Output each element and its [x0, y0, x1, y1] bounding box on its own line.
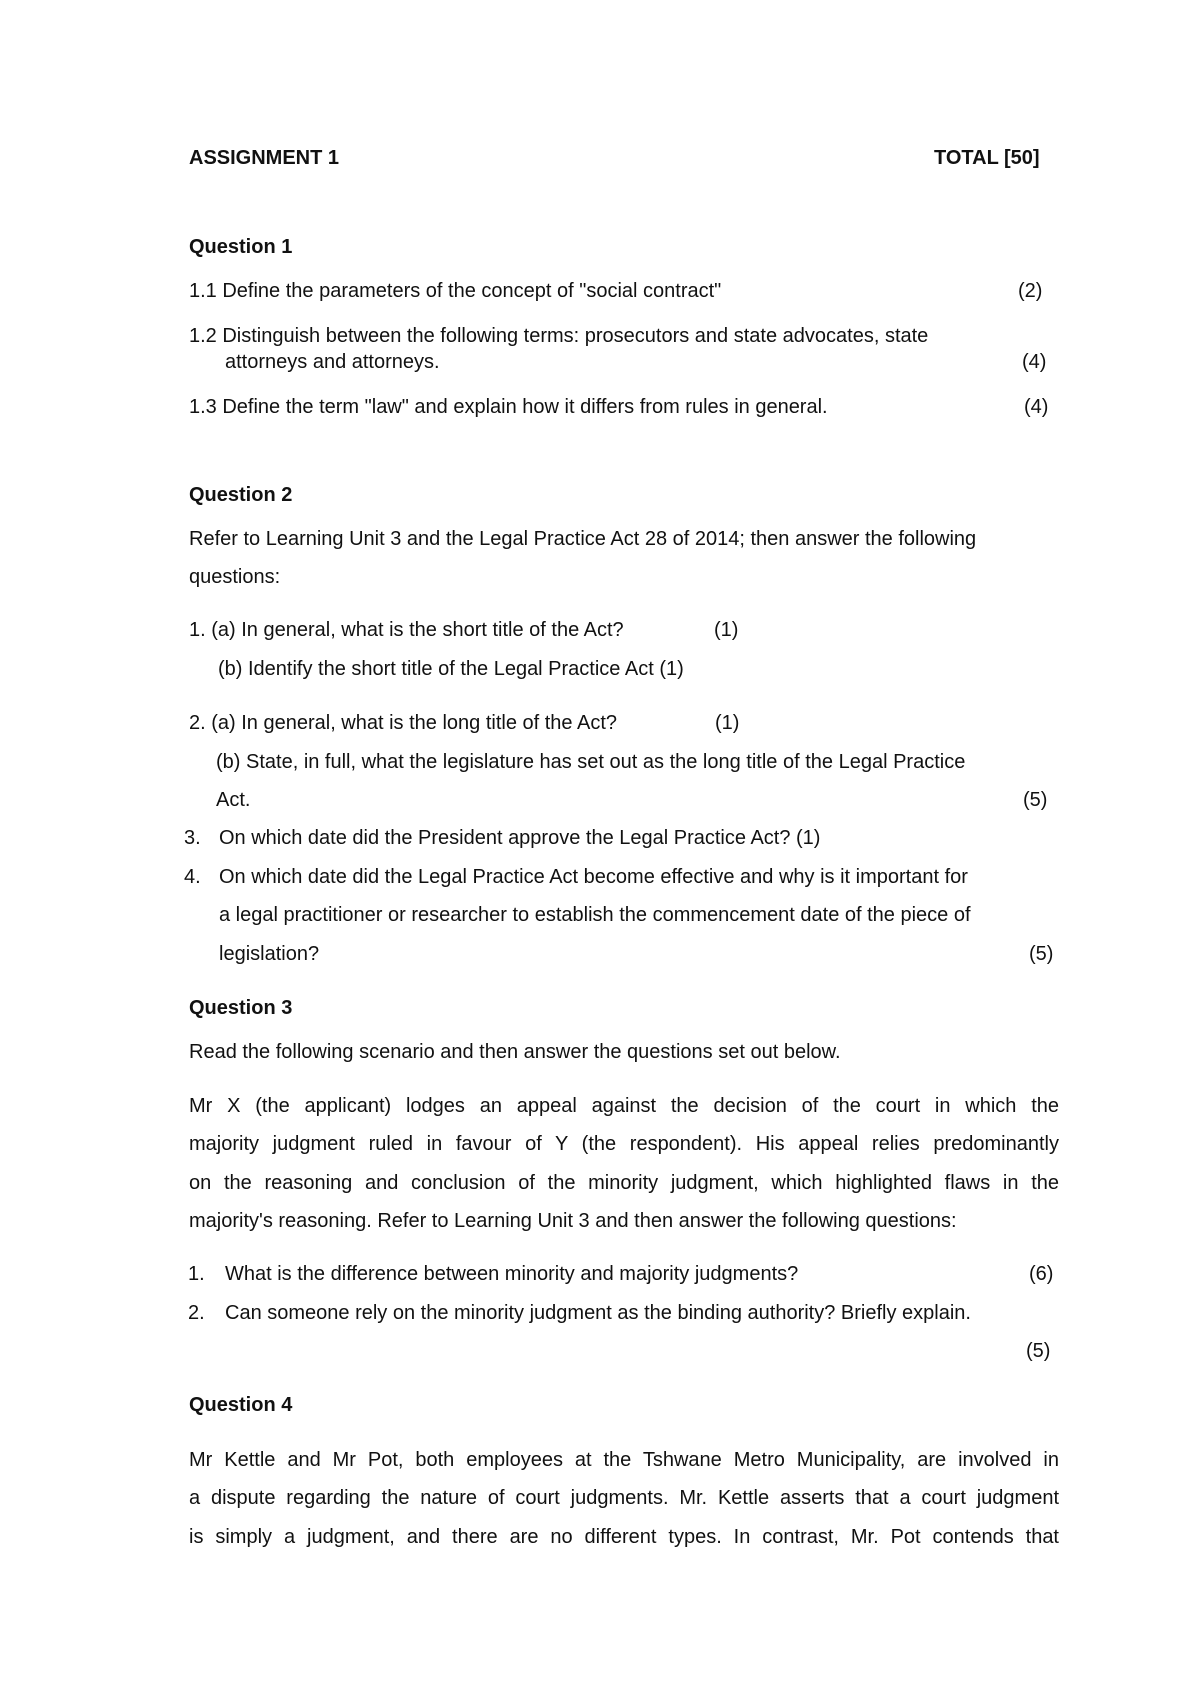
- q2-intro-line-2: questions:: [189, 566, 281, 588]
- q1-item-1-2-marks: (4): [1022, 351, 1047, 373]
- q3-item-2: Can someone rely on the minority judgment as the binding authority? Briefly explain.: [225, 1302, 971, 1324]
- q3-intro: Read the following scenario and then answer the questions set out below.: [189, 1041, 841, 1063]
- q2-item-2a: 2. (a) In general, what is the long title of the Act?: [189, 712, 618, 734]
- question-2-heading: Question 2: [189, 484, 293, 506]
- q1-item-1-2: 1.2 Distinguish between the following terms: prosecutors and state advocates, state: [189, 325, 929, 347]
- q3-item-1-marks: (6): [1029, 1263, 1054, 1285]
- q2-item-2b-marks: (5): [1023, 789, 1048, 811]
- question-3-heading: Question 3: [189, 997, 293, 1019]
- q3-item-2-number: 2.: [188, 1302, 205, 1324]
- q3-item-1: What is the difference between minority and majority judgments?: [225, 1263, 799, 1285]
- q2-item-4-line-2: a legal practitioner or researcher to establish the commencement date of the piece of: [219, 904, 971, 926]
- q4-line-1: Mr Kettle and Mr Pot, both employees at the Tshwane Metro Municipality, are involved in: [189, 1449, 1059, 1471]
- q2-item-4-number: 4.: [184, 866, 201, 888]
- q2-item-2b-cont: Act.: [216, 789, 251, 811]
- q2-item-1a-marks: (1): [714, 619, 739, 641]
- q3-scenario-line-2: majority judgment ruled in favour of Y (the respondent). His appeal relies predominantly: [189, 1133, 1059, 1155]
- q2-intro-line-1: Refer to Learning Unit 3 and the Legal Practice Act 28 of 2014; then answer the following: [189, 528, 977, 550]
- q2-item-4-line-3: legislation?: [219, 943, 320, 965]
- q3-scenario-line-4: majority's reasoning. Refer to Learning Unit 3 and then answer the following questions:: [189, 1210, 957, 1232]
- q2-item-3-number: 3.: [184, 827, 201, 849]
- question-4-heading: Question 4: [189, 1394, 293, 1416]
- q1-item-1-2-cont: attorneys and attorneys.: [225, 351, 440, 373]
- q2-item-1b: (b) Identify the short title of the Legal Practice Act (1): [218, 658, 684, 680]
- assignment-title: ASSIGNMENT 1: [189, 147, 340, 169]
- q2-item-3: On which date did the President approve the Legal Practice Act? (1): [219, 827, 821, 849]
- total-marks: TOTAL [50]: [934, 147, 1040, 169]
- q3-scenario-line-1: Mr X (the applicant) lodges an appeal against the decision of the court in which the: [189, 1095, 1059, 1117]
- q1-item-1-3-marks: (4): [1024, 396, 1049, 418]
- question-1-heading: Question 1: [189, 236, 293, 258]
- q2-item-4-marks: (5): [1029, 943, 1054, 965]
- q2-item-2b: (b) State, in full, what the legislature has set out as the long title of the Legal Practice: [216, 751, 966, 773]
- q1-item-1-1: 1.1 Define the parameters of the concept of "social contract": [189, 280, 722, 302]
- q2-item-4-line-1: On which date did the Legal Practice Act become effective and why is it important for: [219, 866, 968, 888]
- q4-line-3: is simply a judgment, and there are no different types. In contrast, Mr. Pot contends that: [189, 1526, 1059, 1548]
- q3-scenario-line-3: on the reasoning and conclusion of the minority judgment, which highlighted flaws in the: [189, 1172, 1059, 1194]
- q3-item-1-number: 1.: [188, 1263, 205, 1285]
- q2-item-1a: 1. (a) In general, what is the short title of the Act?: [189, 619, 624, 641]
- q2-item-2a-marks: (1): [715, 712, 740, 734]
- q1-item-1-1-marks: (2): [1018, 280, 1043, 302]
- q4-line-2: a dispute regarding the nature of court judgments. Mr. Kettle asserts that a court judgment: [189, 1487, 1059, 1509]
- q1-item-1-3: 1.3 Define the term "law" and explain how it differs from rules in general.: [189, 396, 828, 418]
- q3-item-2-marks: (5): [1026, 1340, 1051, 1362]
